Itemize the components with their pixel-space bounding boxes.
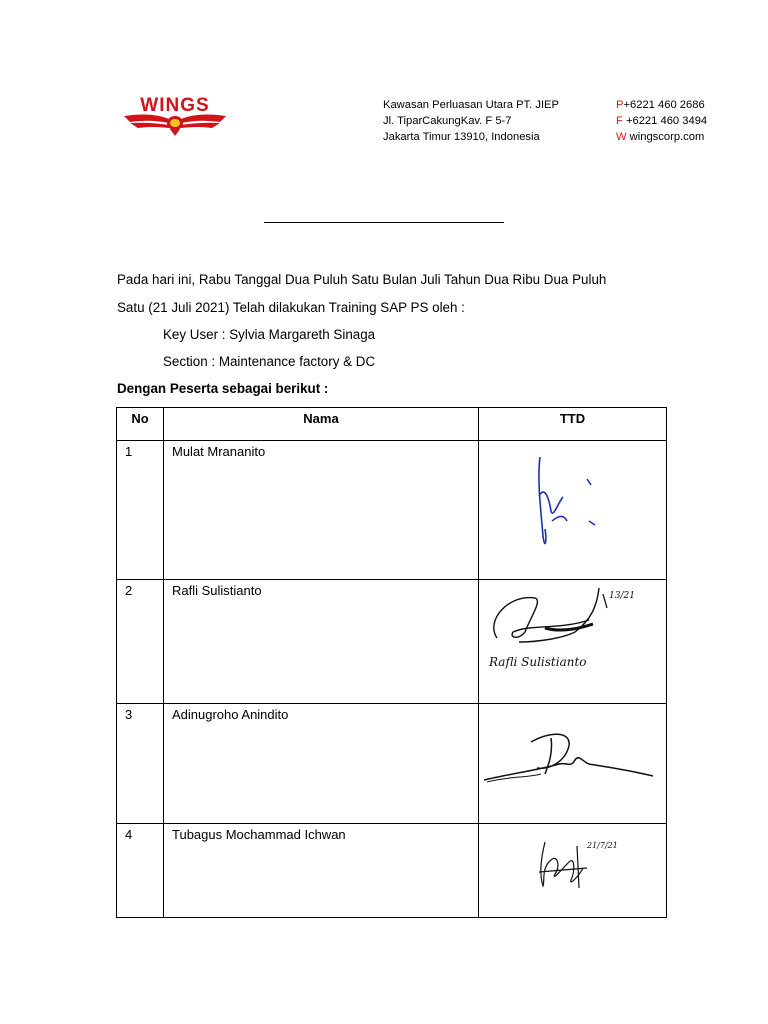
table-row	[117, 580, 667, 704]
company-address	[383, 97, 559, 145]
row-no: 1	[117, 441, 164, 580]
participants-heading: Dengan Peserta sebagai berikut :	[117, 381, 329, 396]
address-line-1: Kawasan Perluasan Utara PT. JIEP	[383, 99, 559, 111]
signature-cell	[479, 824, 667, 918]
signature-4-date: 21/7/21	[587, 841, 618, 850]
row-nama: Mulat Mrananito	[164, 441, 479, 580]
web-line: W wingscorp.com	[616, 131, 705, 143]
phone-line: P+6221 460 2686	[616, 99, 705, 111]
row-nama: Rafli Sulistianto	[164, 580, 479, 704]
attendance-table	[116, 407, 667, 918]
table-row	[117, 704, 667, 824]
key-user-line: Key User : Sylvia Margareth Sinaga	[163, 327, 376, 342]
row-nama: Tubagus Mochammad Ichwan	[164, 824, 479, 918]
intro-line-1: Pada hari ini, Rabu Tanggal Dua Puluh Satu Bulan Juli Tahun Dua Ribu Dua Puluh	[117, 272, 607, 287]
header-no: No	[117, 408, 164, 441]
header-ttd: TTD	[479, 408, 667, 441]
row-no: 4	[117, 824, 164, 918]
row-no: 2	[117, 580, 164, 704]
header-nama: Nama	[164, 408, 479, 441]
signature-cell	[479, 441, 667, 580]
signature-2-date: 13/21	[609, 591, 635, 601]
signature-cell	[479, 580, 667, 704]
logo-wordmark: WINGS	[140, 95, 210, 116]
row-nama: Adinugroho Anindito	[164, 704, 479, 824]
address-line-3: Jakarta Timur 13910, Indonesia	[383, 131, 540, 143]
row-no: 3	[117, 704, 164, 824]
table-header-row	[117, 408, 667, 441]
section-line: Section : Maintenance factory & DC	[163, 354, 376, 369]
signature-1	[479, 441, 660, 580]
signature-3	[479, 704, 660, 824]
intro-line-2: Satu (21 Juli 2021) Telah dilakukan Training SAP PS oleh :	[117, 300, 465, 315]
address-line-2: Jl. TiparCakungKav. F 5-7	[383, 115, 512, 127]
table-row	[117, 824, 667, 918]
signature-4	[479, 824, 660, 918]
wings-logo	[122, 92, 232, 138]
title-underline	[264, 222, 504, 223]
signature-cell	[479, 704, 667, 824]
table-row	[117, 441, 667, 580]
signature-2	[479, 580, 660, 704]
fax-line: F +6221 460 3494	[616, 115, 708, 127]
company-contact	[616, 97, 707, 145]
signature-2-name: Rafli Sulistianto	[489, 655, 587, 669]
